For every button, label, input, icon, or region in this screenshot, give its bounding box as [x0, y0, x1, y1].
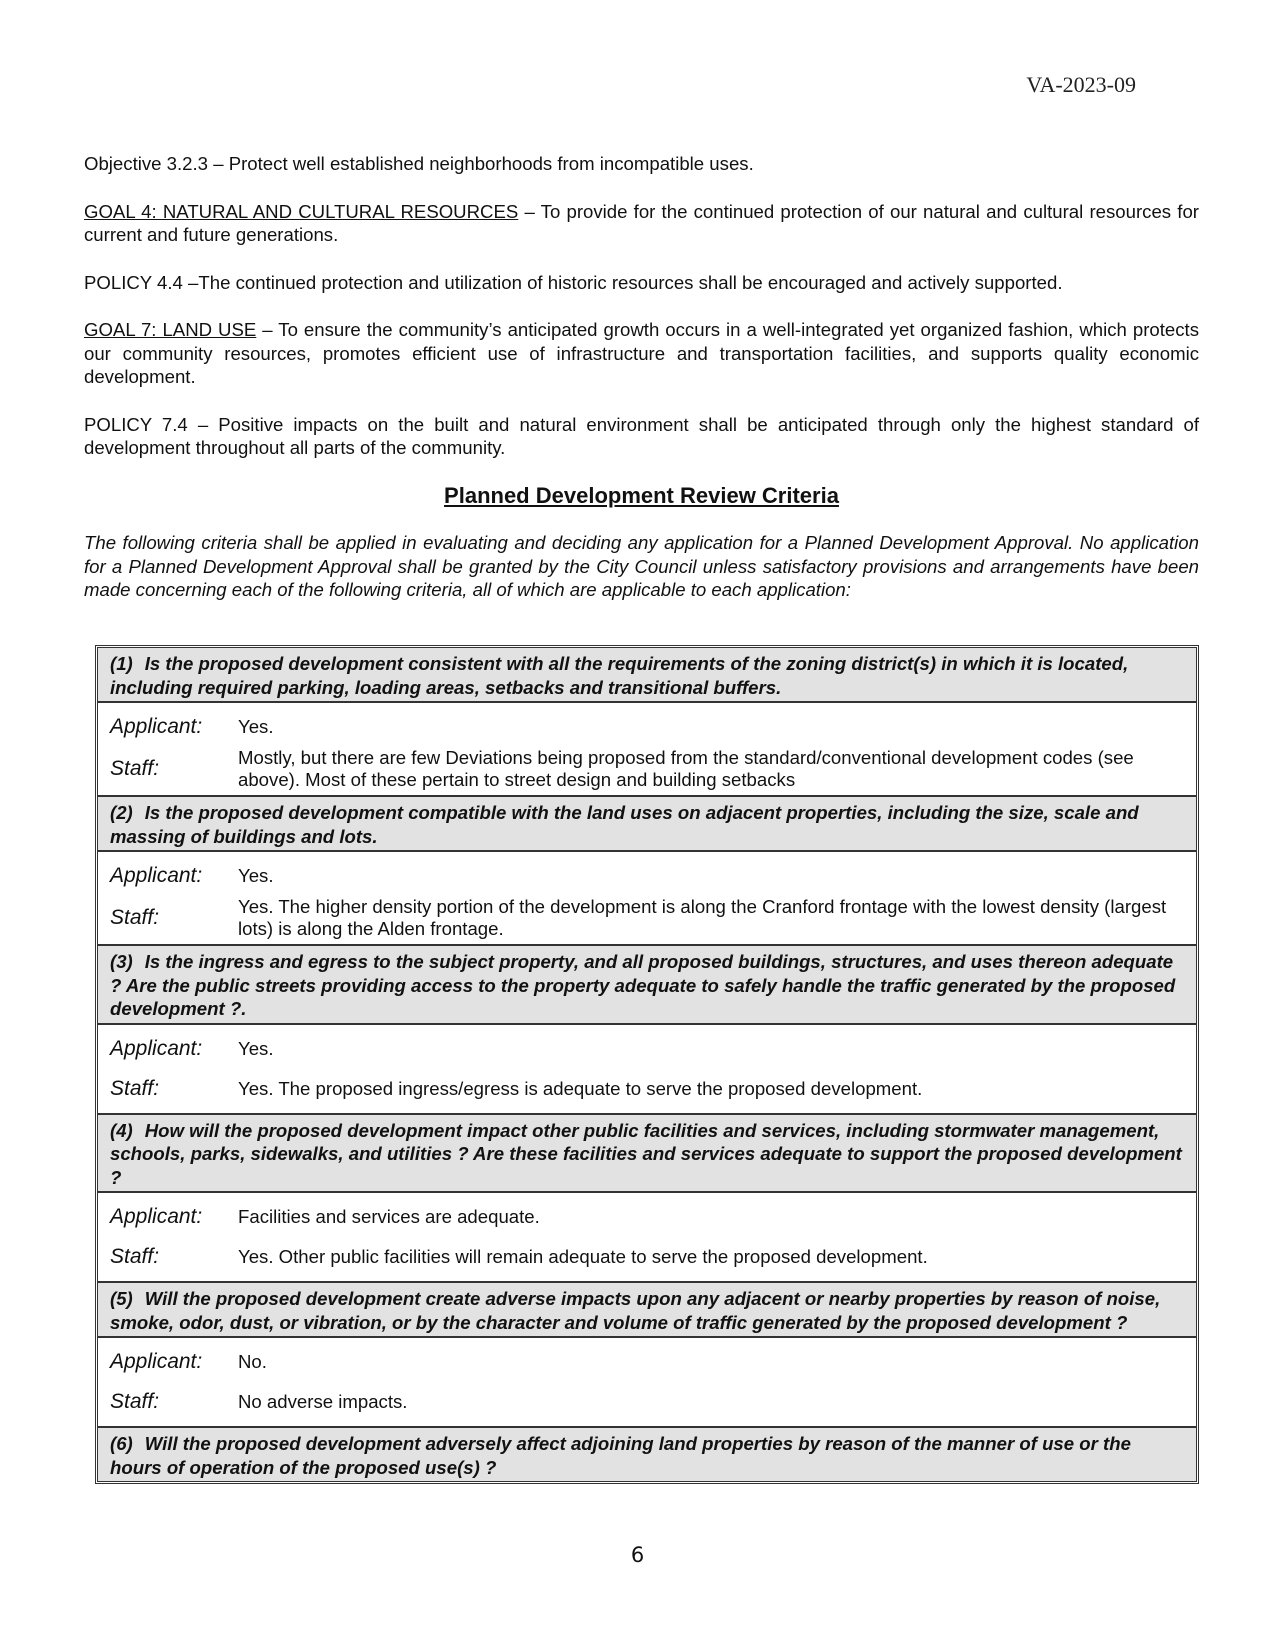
applicant-label: Applicant:: [110, 1205, 203, 1228]
criterion-2: [98, 795, 1196, 944]
staff-response: Yes. The proposed ingress/egress is adequate to serve the proposed development.: [238, 1077, 923, 1099]
goal-4-label: GOAL 4: NATURAL AND CULTURAL RESOURCES: [84, 200, 519, 222]
goal-7-paragraph: [84, 318, 1199, 389]
applicant-label: Applicant:: [110, 1036, 203, 1060]
document-id: VA-2023-09: [1026, 72, 1136, 97]
criterion-number: (3): [110, 951, 133, 972]
criterion-number: (4): [110, 1119, 133, 1141]
criterion-number: (5): [110, 1288, 133, 1309]
criterion-question: [98, 1113, 1196, 1194]
criterion-responses: [98, 1338, 1196, 1426]
criterion-4: [98, 1113, 1196, 1282]
criterion-question: [98, 944, 1196, 1025]
criterion-6: [98, 1426, 1196, 1481]
policy-7-4: POLICY 7.4 – Positive impacts on the built and natural environment shall be anticipated through only the highest standard of development throughout all parts of the community.: [84, 413, 1199, 458]
criterion-question-text: Will the proposed development create adverse impacts upon any adjacent or nearby properties by reason of noise, smoke, odor, dust, or vibration, or by the character and volume of traffic generated by the proposed development ?: [110, 1288, 1161, 1333]
criterion-3: [98, 944, 1196, 1113]
applicant-row: [110, 1029, 1186, 1069]
applicant-response: No.: [238, 1351, 267, 1372]
applicant-response: Facilities and services are adequate.: [238, 1206, 540, 1227]
criteria-intro: The following criteria shall be applied in evaluating and deciding any application for a Planned Development Approval. No application for a Planned Development Approval shall be granted by the City Council unless satisfactory provisions and arrangements have been made concerning each of the following criteria, all of which are applicable to each application:: [84, 532, 1199, 600]
staff-response: No adverse impacts.: [238, 1391, 408, 1412]
staff-response: Yes. Other public facilities will remain adequate to serve the proposed development.: [238, 1246, 928, 1267]
objective-3-2-3: Objective 3.2.3 – Protect well established neighborhoods from incompatible uses.: [84, 153, 754, 174]
criterion-number: (6): [110, 1433, 133, 1454]
criterion-question-text: Will the proposed development adversely affect adjoining land properties by reason of the manner of use or the hours of operation of the proposed use(s) ?: [110, 1433, 1131, 1478]
staff-label: Staff:: [110, 1390, 160, 1413]
staff-row: [110, 1382, 1186, 1422]
applicant-label: Applicant:: [110, 1350, 203, 1373]
criterion-question: [98, 1426, 1196, 1481]
criterion-question-text: Is the proposed development consistent with all the requirements of the zoning district(s) in which it is located, including required parking, loading areas, setbacks and transitional buffers.: [110, 653, 1129, 698]
criterion-number: (1): [110, 653, 133, 674]
criterion-responses: [98, 1193, 1196, 1281]
staff-label: Staff:: [110, 1076, 160, 1100]
staff-response: Mostly, but there are few Deviations being proposed from the standard/conventional development codes (see above). Most of these pertain to street design and building setbacks: [238, 747, 1134, 790]
criterion-responses: [98, 852, 1196, 944]
goal-4-text: – To provide for the continued protection of our natural and cultural resources for current and future generations.: [84, 200, 1199, 245]
criterion-1: [98, 648, 1196, 795]
staff-row: [110, 747, 1186, 791]
staff-row: [110, 896, 1186, 940]
applicant-row: [110, 1197, 1186, 1237]
review-criteria-table: [95, 645, 1199, 1484]
applicant-label: Applicant:: [110, 864, 203, 887]
applicant-row: [110, 707, 1186, 747]
criterion-5: [98, 1281, 1196, 1426]
goal-7-label: GOAL 7: LAND USE: [84, 319, 257, 340]
staff-row: [110, 1237, 1186, 1277]
staff-label: Staff:: [110, 1245, 160, 1268]
page-number: 6: [630, 1543, 645, 1567]
applicant-response: Yes.: [238, 716, 274, 737]
applicant-response: Yes.: [238, 1037, 274, 1059]
applicant-row: [110, 1342, 1186, 1382]
staff-label: Staff:: [110, 906, 160, 929]
applicant-response: Yes.: [238, 865, 274, 886]
staff-response: Yes. The higher density portion of the development is along the Cranford frontage with the lowest density (largest lots) is along the Alden frontage.: [238, 896, 1167, 939]
criterion-number: (2): [110, 802, 133, 823]
criterion-question: [98, 1281, 1196, 1338]
goal-4-paragraph: [84, 200, 1199, 247]
section-title: Planned Development Review Criteria: [444, 482, 839, 508]
criterion-responses: [98, 1025, 1196, 1113]
applicant-label: Applicant:: [110, 715, 203, 738]
staff-row: [110, 1069, 1186, 1109]
criterion-question-text: Is the proposed development compatible with the land uses on adjacent properties, including the size, scale and massing of buildings and lots.: [110, 802, 1139, 847]
criterion-question-text: How will the proposed development impact other public facilities and services, including stormwater management, schools, parks, sidewalks, and utilities ? Are these facilities and services adequate to support the proposed development ?: [110, 1119, 1182, 1188]
applicant-row: [110, 856, 1186, 896]
goal-7-text: – To ensure the community’s anticipated growth occurs in a well-integrated yet organized fashion, which protects our community resources, promotes efficient use of infrastructure and transportation facilities, and supports quality economic development.: [84, 319, 1199, 387]
criterion-question: [98, 795, 1196, 852]
staff-label: Staff:: [110, 757, 160, 780]
document-body: [84, 152, 1199, 626]
criterion-question: [98, 648, 1196, 703]
policy-4-4: POLICY 4.4 –The continued protection and utilization of historic resources shall be encouraged and actively supported.: [84, 271, 1063, 293]
criterion-question-text: Is the ingress and egress to the subject property, and all proposed buildings, structures, and uses thereon adequate ? Are the public streets providing access to the property adequate to safely handle the traffic generated by the proposed development ?.: [110, 951, 1176, 1019]
criterion-responses: [98, 703, 1196, 795]
